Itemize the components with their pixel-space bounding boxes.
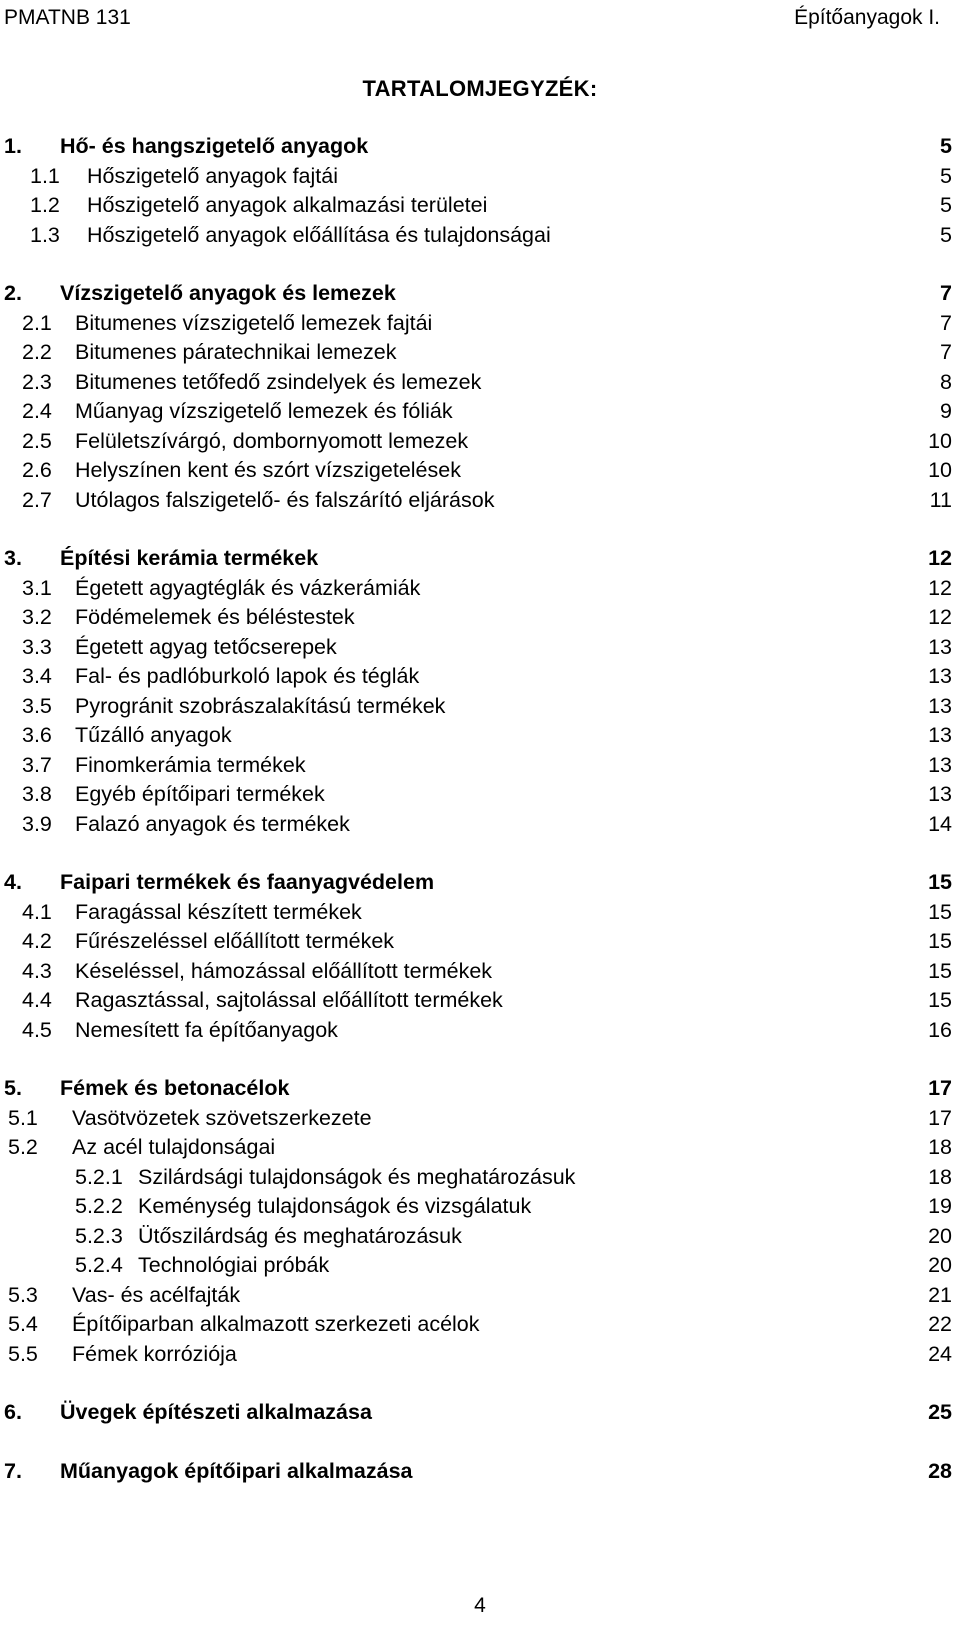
toc-entry-label: Finomkerámia termékek — [75, 752, 306, 777]
toc-entry[interactable] — [0, 338, 960, 368]
toc-entry-page: 10 — [928, 458, 952, 482]
toc-entry-page: 9 — [940, 399, 952, 423]
toc-entry-number: 5.2 — [8, 1135, 38, 1159]
toc-entry-page: 5 — [940, 163, 952, 188]
toc-entry[interactable] — [0, 957, 960, 987]
toc-entry[interactable] — [0, 1340, 960, 1370]
toc-entry-page: 15 — [928, 988, 952, 1012]
toc-entry-page: 20 — [928, 1223, 952, 1248]
toc-entry[interactable] — [0, 1310, 960, 1340]
toc-entry-label: Hő- és hangszigetelő anyagok — [60, 134, 369, 158]
toc-entry-label: Falazó anyagok és termékek — [75, 811, 350, 836]
toc-entry-page: 15 — [928, 958, 952, 983]
toc-entry-number: 1.2 — [30, 193, 60, 217]
toc-entry-page: 24 — [928, 1341, 952, 1366]
toc-entry-number: 5. — [4, 1076, 22, 1100]
toc-entry-page: 13 — [928, 723, 952, 747]
toc-entry-label: Tűzálló anyagok — [75, 723, 232, 747]
toc-entry-number: 4.5 — [22, 1017, 52, 1042]
toc-entry-label: Építési kerámia termékek — [60, 546, 319, 570]
toc-entry-label: Hőszigetelő anyagok fajtái — [87, 163, 338, 188]
toc-entry-label: Fűrészeléssel előállított termékek — [75, 929, 395, 953]
toc-entry-label: Műanyag vízszigetelő lemezek és fóliák — [75, 399, 453, 423]
toc-entry[interactable] — [0, 692, 960, 722]
toc-entry[interactable] — [0, 368, 960, 398]
toc-entry-page: 11 — [929, 487, 952, 512]
toc-entry-page: 5 — [940, 222, 952, 247]
toc-entry[interactable] — [0, 1163, 960, 1193]
toc-entry-number: 5.2.4 — [75, 1253, 123, 1277]
toc-entry-label: Ütőszilárdság és meghatározásuk — [138, 1223, 462, 1248]
toc-entry-number: 2.7 — [22, 487, 52, 512]
toc-entry-page: 14 — [928, 811, 952, 836]
toc-entry[interactable] — [0, 1016, 960, 1046]
page-number: 4 — [474, 1594, 486, 1617]
toc-entry-page: 19 — [928, 1194, 952, 1218]
toc-entry[interactable] — [0, 191, 960, 221]
toc-entry-page: 7 — [940, 340, 952, 364]
toc-entry-label: Műanyagok építőipari alkalmazása — [60, 1458, 413, 1483]
toc-entry-page: 10 — [928, 428, 952, 453]
toc-entry[interactable] — [0, 927, 960, 957]
toc-entry-label: Helyszínen kent és szórt vízszigetelések — [75, 458, 461, 482]
toc-entry[interactable] — [0, 868, 960, 898]
toc-entry-number: 3. — [4, 546, 22, 570]
toc-entry-label: Utólagos falszigetelő- és falszárító eljárások — [75, 487, 495, 512]
toc-entry[interactable] — [0, 574, 960, 604]
toc-entry[interactable] — [0, 486, 960, 516]
toc-entry-page: 13 — [928, 752, 952, 777]
toc-entry-page: 13 — [928, 782, 952, 806]
toc-entry-label: Fémek és betonacélok — [60, 1076, 290, 1100]
toc-entry-number: 2.4 — [22, 399, 52, 423]
toc-entry-page: 25 — [928, 1400, 952, 1424]
toc-entry-number: 4.2 — [22, 929, 52, 953]
toc-entry-label: Nemesített fa építőanyagok — [75, 1017, 338, 1042]
toc-entry[interactable] — [0, 132, 960, 162]
toc-entry-label: Födémelemek és béléstestek — [75, 605, 355, 629]
toc-entry[interactable] — [0, 544, 960, 574]
toc-entry-label: Égetett agyagtéglák és vázkerámiák — [75, 575, 421, 600]
toc-entry-page: 7 — [940, 310, 952, 335]
toc-entry-number: 1. — [4, 134, 22, 158]
toc-entry-page: 12 — [928, 605, 952, 629]
toc-entry-number: 4.3 — [22, 958, 52, 983]
toc-entry-page: 17 — [928, 1105, 952, 1130]
toc-entry[interactable] — [0, 1222, 960, 1252]
toc-entry-number: 3.7 — [22, 752, 52, 777]
toc-entry-number: 5.2.1 — [75, 1164, 123, 1189]
toc-entry-number: 2.5 — [22, 428, 52, 453]
toc-entry[interactable] — [0, 1457, 960, 1487]
toc-entry-label: Fal- és padlóburkoló lapok és téglák — [75, 664, 420, 688]
toc-entry-number: 5.3 — [8, 1282, 38, 1307]
toc-entry-number: 2.3 — [22, 369, 52, 394]
toc-entry-page: 18 — [928, 1164, 952, 1189]
toc-entry-label: Bitumenes vízszigetelő lemezek fajtái — [75, 310, 433, 335]
toc-entry-number: 2.6 — [22, 458, 52, 482]
toc-entry-label: Vízszigetelő anyagok és lemezek — [60, 281, 396, 305]
toc-entry-label: Hőszigetelő anyagok alkalmazási területei — [87, 193, 488, 217]
toc-entry-label: Faragással készített termékek — [75, 899, 362, 924]
toc-entry-page: 16 — [928, 1017, 952, 1042]
toc-entry-label: Faipari termékek és faanyagvédelem — [60, 870, 435, 894]
toc-entry-number: 4. — [4, 870, 22, 894]
toc-entry-label: Ragasztással, sajtolással előállított termékek — [75, 988, 503, 1012]
page-header — [0, 6, 960, 32]
toc-entry-label: Technológiai próbák — [138, 1253, 330, 1277]
toc-entry-page: 28 — [928, 1458, 952, 1483]
toc-entry-label: Keménység tulajdonságok és vizsgálatuk — [138, 1194, 532, 1218]
toc-entry-number: 2.2 — [22, 340, 52, 364]
toc-entry-page: 15 — [928, 870, 952, 894]
toc-entry-number: 4.4 — [22, 988, 52, 1012]
toc-entry-page: 12 — [928, 546, 952, 570]
toc-entry-page: 18 — [928, 1135, 952, 1159]
toc-entry[interactable] — [0, 397, 960, 427]
toc-entry-page: 13 — [928, 664, 952, 688]
toc-entry-number: 1.1 — [30, 163, 60, 188]
toc-entry-label: Szilárdsági tulajdonságok és meghatározásuk — [138, 1164, 576, 1189]
toc-entry-number: 5.1 — [8, 1105, 38, 1130]
toc-entry-label: Az acél tulajdonságai — [72, 1135, 276, 1159]
toc-entry-number: 2.1 — [22, 310, 52, 335]
toc-entry-number: 3.9 — [22, 811, 52, 836]
toc-entry-page: 5 — [940, 134, 952, 158]
toc-entry-number: 5.5 — [8, 1341, 38, 1366]
toc-entry[interactable] — [0, 221, 960, 251]
toc-entry-number: 4.1 — [22, 899, 52, 924]
toc-entry-label: Pyrogránit szobrászalakítású termékek — [75, 693, 446, 718]
toc-entry[interactable] — [0, 1133, 960, 1163]
toc-entry[interactable] — [0, 456, 960, 486]
toc-entry-label: Fémek korróziója — [72, 1341, 237, 1366]
toc-entry[interactable] — [0, 279, 960, 309]
table-of-contents — [0, 132, 960, 1486]
toc-entry-number: 3.4 — [22, 664, 52, 688]
toc-entry-page: 20 — [928, 1253, 952, 1277]
toc-entry-number: 3.8 — [22, 782, 52, 806]
toc-entry-label: Bitumenes páratechnikai lemezek — [75, 340, 397, 364]
toc-entry[interactable] — [0, 1074, 960, 1104]
toc-entry-label: Késeléssel, hámozással előállított termékek — [75, 958, 493, 983]
toc-entry-number: 3.6 — [22, 723, 52, 747]
toc-entry-page: 15 — [928, 929, 952, 953]
toc-entry-label: Égetett agyag tetőcserepek — [75, 634, 337, 659]
toc-entry-label: Egyéb építőipari termékek — [75, 782, 325, 806]
toc-entry-page: 17 — [928, 1076, 952, 1100]
toc-entry-page: 12 — [928, 575, 952, 600]
toc-entry-number: 1.3 — [30, 222, 60, 247]
toc-entry-number: 3.5 — [22, 693, 52, 718]
toc-entry-number: 5.2.3 — [75, 1223, 123, 1248]
toc-entry-label: Vas- és acélfajták — [72, 1282, 241, 1307]
toc-entry-label: Vasötvözetek szövetszerkezete — [72, 1105, 372, 1130]
toc-entry[interactable] — [0, 603, 960, 633]
toc-entry-label: Üvegek építészeti alkalmazása — [60, 1400, 372, 1424]
toc-entry-number: 6. — [4, 1400, 22, 1424]
toc-entry[interactable] — [0, 162, 960, 192]
toc-entry[interactable] — [0, 721, 960, 751]
toc-entry-page: 22 — [928, 1312, 952, 1336]
toc-entry-page: 13 — [928, 634, 952, 659]
toc-entry[interactable] — [0, 1251, 960, 1281]
course-title: Építőanyagok I. — [794, 6, 940, 29]
toc-entry-number: 3.2 — [22, 605, 52, 629]
toc-entry-page: 5 — [940, 193, 952, 217]
page-title: TARTALOMJEGYZÉK: — [362, 76, 598, 101]
toc-entry[interactable] — [0, 1192, 960, 1222]
toc-entry-number: 7. — [4, 1458, 22, 1483]
toc-entry-number: 2. — [4, 281, 22, 305]
toc-entry[interactable] — [0, 780, 960, 810]
toc-entry-page: 21 — [928, 1282, 952, 1307]
toc-entry[interactable] — [0, 1398, 960, 1428]
toc-entry-label: Felületszívárgó, dombornyomott lemezek — [75, 428, 469, 453]
toc-entry-number: 3.3 — [22, 634, 52, 659]
toc-entry-page: 15 — [928, 899, 952, 924]
toc-entry-number: 5.4 — [8, 1312, 38, 1336]
toc-entry-label: Bitumenes tetőfedő zsindelyek és lemezek — [75, 369, 482, 394]
toc-entry[interactable] — [0, 427, 960, 457]
toc-entry[interactable] — [0, 633, 960, 663]
toc-entry[interactable] — [0, 662, 960, 692]
toc-entry[interactable] — [0, 810, 960, 840]
toc-entry-label: Hőszigetelő anyagok előállítása és tulajdonságai — [87, 222, 551, 247]
toc-entry-label: Építőiparban alkalmazott szerkezeti acélok — [72, 1312, 480, 1336]
toc-entry[interactable] — [0, 898, 960, 928]
toc-entry[interactable] — [0, 309, 960, 339]
toc-entry[interactable] — [0, 986, 960, 1016]
course-code: PMATNB 131 — [4, 6, 131, 29]
toc-entry[interactable] — [0, 1281, 960, 1311]
toc-entry-page: 8 — [940, 369, 952, 394]
toc-entry-number: 3.1 — [22, 575, 52, 600]
toc-entry-number: 5.2.2 — [75, 1194, 123, 1218]
toc-entry[interactable] — [0, 1104, 960, 1134]
toc-entry-page: 13 — [928, 693, 952, 718]
toc-entry[interactable] — [0, 751, 960, 781]
toc-entry-page: 7 — [940, 281, 952, 305]
